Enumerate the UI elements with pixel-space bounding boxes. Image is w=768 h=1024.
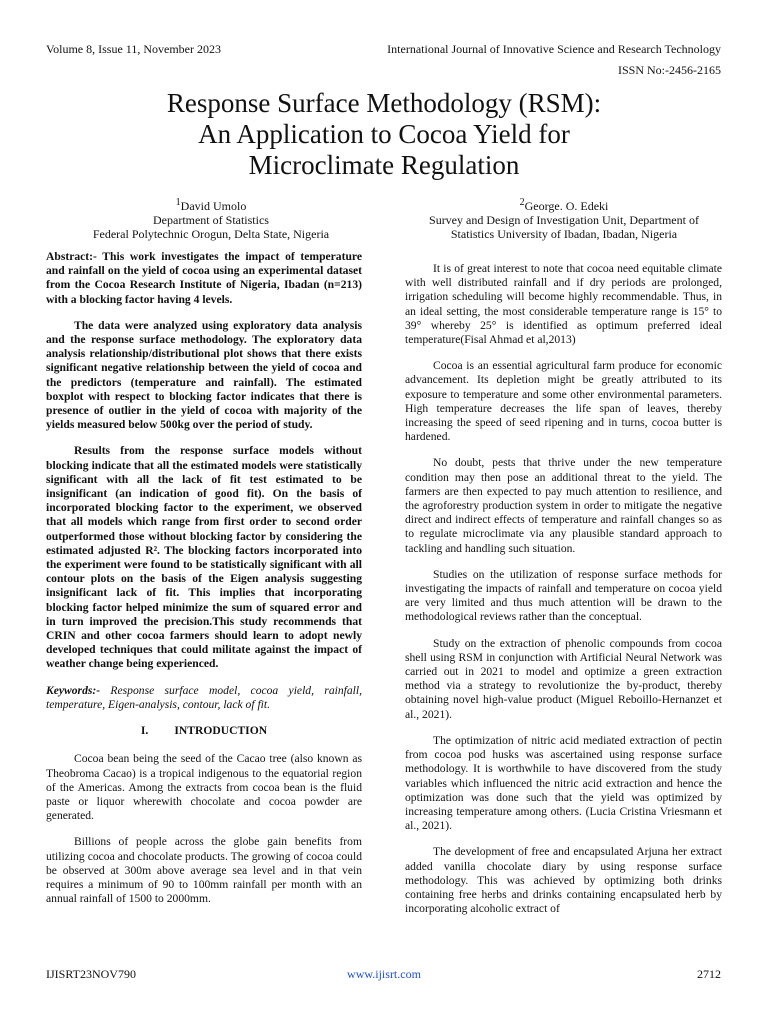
author-2-name: George. O. Edeki [524,199,609,213]
abstract-paragraph-3: Results from the response surface models without blocking indicate that all the estimated models were statistically significant with all the lack of fit test estimated to be insignificant (an indication of good fit). On the basis of incorporated blocking factor to the experiment, we observed that all models which range from first order to second order outperformed those without blocking factor by considering the estimated adjusted R². The blocking factors incorporated into the experiment were found to be statistically significant with all contour plots on the basis of the Eigen analysis suggesting insignificant lack of fit. This implies that incorporating blocking factor helped minimize the sum of squared error and in turn improved the precision.This study recommends that CRIN and other cocoa farmers should learn to adopt newly developed techniques that could militate against the impact of weather change being experienced. [46,444,362,671]
author-1-department: Department of Statistics [153,213,269,227]
body-paragraph-6: The optimization of nitric acid mediated extraction of pectin from cocoa pod husks was ascertained using response surface methodology. It is worthwhile to have discovered from the study variables which influenced the nitric acid extraction and hence the optimization was done such that the yield was optimized by increasing temperature among others. (Lucia Cristina Vriesmann et al., 2021). [405,733,722,833]
section-title: INTRODUCTION [174,724,268,738]
footer-page-number: 2712 [697,967,721,981]
author-1-block [46,196,376,241]
issn: ISSN No:-2456-2165 [617,63,721,77]
title-line-3: Microclimate Regulation [248,150,520,180]
title-line-1: Response Surface Methodology (RSM): [166,88,602,118]
left-column [46,250,362,918]
body-paragraph-2: Cocoa is an essential agricultural farm produce for economic advancement. Its depletion might be greatly attributed to its exposure to temperature and some other environmental parameters. High temperature decreases the life span of leaves, thereby increasing the speed of seed ripening and in turns, cocoa butter is hardened. [405,359,722,444]
body-paragraph-3: No doubt, pests that thrive under the new temperature condition may then pose an additional threat to the yield. The farmers are then expected to pay much attention to resilience, and the agroforestry production system in order to mitigate the negative direct and indirect effects of temperature and rainfall changes so as to regulate microclimate via any plausible standard approach to tackling and handling such situation. [405,456,722,555]
journal-volume: Volume 8, Issue 11, November 2023 [46,42,221,56]
keywords [46,684,362,712]
footer-paper-code: IJISRT23NOV790 [46,967,136,981]
author-2-block [404,196,724,241]
keywords-label: Keywords:- [46,683,101,697]
section-heading [46,724,362,738]
author-1-index: 1 [175,197,181,208]
right-column [405,262,722,928]
body-paragraph-4: Studies on the utilization of response surface methods for investigating the impacts of rainfall and temperature on cocoa yield are very limited and thus much attention will be drawn to the methodological reviews rather than the conceptual. [405,567,722,624]
paper-title [0,88,768,181]
title-line-2: An Application to Cocoa Yield for [198,119,570,149]
author-2-index: 2 [519,197,525,208]
footer-website-link[interactable]: www.ijisrt.com [347,967,421,981]
author-1-name: David Umolo [180,199,247,213]
journal-name: International Journal of Innovative Science and Research Technology [387,42,721,56]
body-paragraph-5: Study on the extraction of phenolic compounds from cocoa shell using RSM in conjunction with Artificial Neural Network was carried out in 2021 to model and optimize a green extraction method via a strategy to revolutionize the by-product, thereby obtaining novel high-value product (Miguel Reboillo-Hernanzet et al., 2021). [405,636,722,721]
section-number: I. [140,724,149,738]
intro-paragraph-1: Cocoa bean being the seed of the Cacao tree (also known as Theobroma Cacao) is a tropical indigenous to the equatorial region of the Americas. Among the extracts from cocoa bean is the fluid paste or liquor wherewith chocolate and cocoa powder are generated. [46,752,362,823]
body-paragraph-1: It is of great interest to note that cocoa need equitable climate with well distributed rainfall and if dry periods are prolonged, irrigation scheduling will become highly recommendable. Thus, in an ideal setting, the most considerable temperature range is 15° to 39° whereby 25° is identified as optimum preferred ideal temperature(Fisal Ahmad et al,2013) [405,262,722,347]
author-2-department: Survey and Design of Investigation Unit, Department of [429,213,699,227]
author-2-institution: Statistics University of Ibadan, Ibadan, Nigeria [450,227,678,241]
keywords-text: Response surface model, cocoa yield, rainfall, temperature, Eigen-analysis, contour, lack of fit. [46,683,362,711]
intro-paragraph-2: Billions of people across the globe gain benefits from utilizing cocoa and chocolate products. The growing of cocoa could be observed at 300m above average sea level and in that vein requires a minimum of 90 to 100mm rainfall per month with an annual rainfall of 1500 to 2000mm. [46,835,362,906]
author-1-institution: Federal Polytechnic Orogun, Delta State, Nigeria [92,227,330,241]
body-paragraph-7: The development of free and encapsulated Arjuna her extract added vanilla chocolate diary by using response surface methodology. This was achieved by optimizing both drinks containing free herbs and drinks containing encapsulated herb by incorporating alcoholic extract of [405,845,722,916]
abstract-paragraph-1: Abstract:- This work investigates the impact of temperature and rainfall on the yield of cocoa using an experimental dataset from the Cocoa Research Institute of Nigeria, Ibadan (n=213) with a blocking factor having 4 levels. [46,250,362,306]
abstract-paragraph-2: The data were analyzed using exploratory data analysis and the response surface methodology. The exploratory data analysis relationship/distributional plot shows that there exists significant negative relationship between the yield of cocoa and the predictors (temperature and rainfall). The estimated boxplot with respect to blocking factor indicates that there is presence of outlier in the yield of cocoa with majority of the yields measured below 500kg over the period of study. [46,318,362,432]
